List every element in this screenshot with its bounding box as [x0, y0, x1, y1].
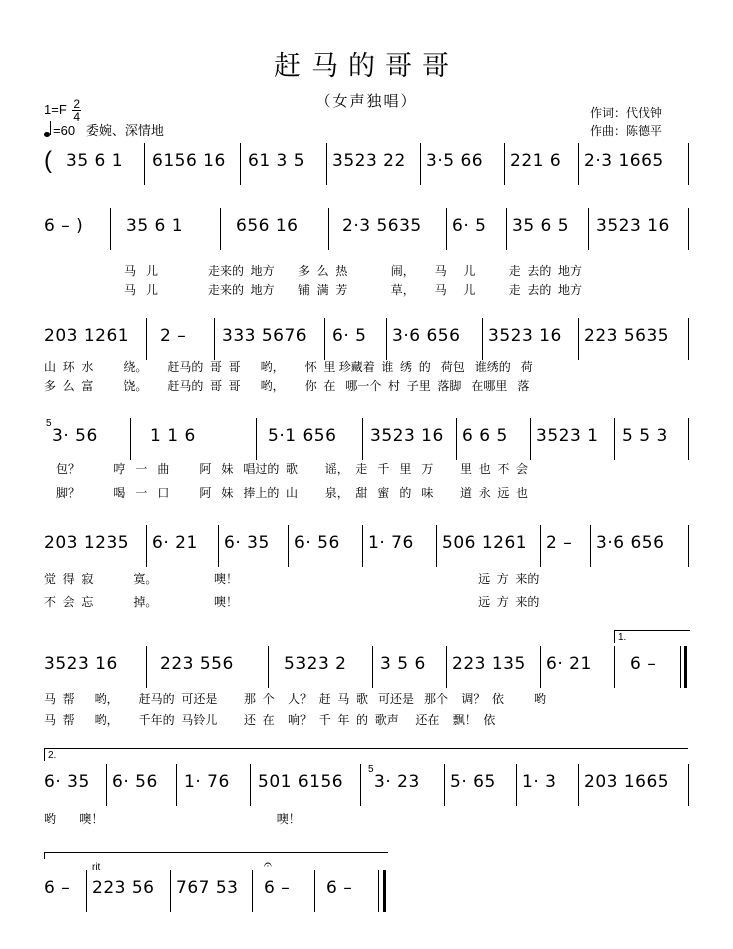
staff-row-1	[0, 143, 733, 187]
bar-line	[456, 418, 457, 460]
lyric-line: 马 帮 哟， 赶马的 可还是 那 个 人？ 赶 马 歌 可还是 那个 调？ 依 哟	[44, 692, 547, 706]
bar-line	[504, 143, 505, 185]
bar-line	[578, 318, 579, 360]
bar-line	[578, 143, 579, 185]
measure: 6 –	[630, 654, 657, 674]
bar-line	[250, 764, 251, 806]
bar-line	[146, 318, 147, 360]
measure: 6 6 5	[462, 426, 508, 446]
bar-line	[688, 418, 689, 460]
bar-line	[590, 525, 591, 567]
lyric-line: 不 会 忘 掉。 噢！ 远 方 来的	[44, 595, 540, 609]
measure: 61 3 5	[248, 151, 306, 171]
tempo-value: =60	[53, 123, 76, 138]
bar-line	[176, 764, 177, 806]
repeat-bar-thick	[684, 646, 687, 688]
lyric-line: 脚？ 喝 一 口 阿 妹 捧上的 山 泉， 甜 蜜 的 味 道 永 远 也	[56, 486, 529, 500]
bar-line	[540, 525, 541, 567]
measure: 3·6 656	[392, 326, 461, 346]
expression-mark: 委婉、深情地	[85, 123, 164, 138]
bar-line	[360, 764, 361, 806]
bar-line	[688, 764, 689, 806]
measure: 656 16	[236, 216, 299, 236]
song-subtitle: （女声独唱）	[315, 93, 418, 110]
measure: 203 1235	[44, 533, 130, 553]
song-title: 赶马的哥哥	[274, 51, 459, 81]
lyric-line: 多 么 富 饶。 赶马的 哥 哥 哟， 你 在 哪一个 村 子里 落脚 在哪里 落	[44, 379, 530, 393]
bar-line	[444, 764, 445, 806]
bar-line	[288, 525, 289, 567]
measure: 223 5635	[584, 326, 670, 346]
continuation-bracket	[44, 852, 388, 859]
measure: 2 –	[160, 326, 187, 346]
lyricist: 作词：代伐钟	[590, 106, 663, 120]
time-signature-denominator: 4	[73, 110, 81, 124]
bar-line	[446, 646, 447, 688]
bar-line	[588, 208, 589, 250]
measure: 5 5 3	[622, 426, 668, 446]
measure: 6 – )	[44, 216, 84, 236]
bar-line	[386, 318, 387, 360]
bar-line	[110, 208, 111, 250]
lyric-line: 觉 得 寂 寞。 噢！ 远 方 来的	[44, 572, 540, 586]
tempo-marking	[44, 120, 164, 139]
note-stem-icon	[50, 121, 51, 135]
measure: 2·3 5635	[342, 216, 422, 236]
lyric-line: 山 环 水 绕。 赶马的 哥 哥 哟， 怀 里 珍藏着 谁 绣 的 荷包 谁绣的 荷	[44, 360, 533, 374]
measure: 3523 16	[370, 426, 444, 446]
bar-line	[614, 646, 615, 688]
measure: 2 –	[546, 533, 573, 553]
volta-1: 1.	[614, 630, 690, 643]
measure: 3· 56	[52, 426, 98, 446]
measure: 1· 76	[184, 772, 230, 792]
bar-line	[688, 318, 689, 360]
measure: 1· 76	[368, 533, 414, 553]
measure: 223 56	[92, 878, 155, 898]
bar-line	[688, 525, 689, 567]
measure: 6 –	[44, 878, 71, 898]
measure: 6· 35	[224, 533, 270, 553]
bar-line	[314, 870, 315, 912]
measure: 6· 56	[112, 772, 158, 792]
lyric-line: 马 帮 哟， 千年的 马铃儿 还 在 响？ 千 年 的 歌声 还在 飘！ 依	[44, 713, 496, 727]
bar-line	[506, 208, 507, 250]
bar-line	[324, 318, 325, 360]
final-bar	[378, 870, 379, 912]
key-label: 1=F	[44, 101, 67, 117]
lyric-line: 包？ 哼 一 曲 阿 妹 唱过的 歌 谣， 走 千 里 万 里 也 不 会	[56, 462, 529, 476]
volta-2: 2.	[44, 748, 688, 761]
bar-line	[540, 646, 541, 688]
measure: 6· 5	[332, 326, 367, 346]
bar-line	[130, 418, 131, 460]
measure: 6· 56	[294, 533, 340, 553]
measure: 5323 2	[284, 654, 347, 674]
bar-line	[530, 418, 531, 460]
bar-line	[214, 318, 215, 360]
staff-row-8	[0, 870, 733, 914]
measure: 223 556	[160, 654, 234, 674]
bar-line	[256, 418, 257, 460]
lyric-line: 哟 噢！ 噢！	[44, 812, 301, 826]
bar-line	[328, 208, 329, 250]
bar-line	[220, 208, 221, 250]
bar-line	[218, 525, 219, 567]
bar-line	[688, 143, 689, 185]
measure: 3· 23	[374, 772, 420, 792]
open-paren: (	[44, 147, 52, 174]
staff-row-4	[0, 418, 733, 462]
staff-row-7	[0, 764, 733, 808]
measure: 501 6156	[258, 772, 344, 792]
staff-row-6	[0, 646, 733, 690]
measure: 1 1 6	[150, 426, 196, 446]
measure: 6· 35	[44, 772, 90, 792]
bar-line	[252, 870, 253, 912]
measure: 6 –	[264, 878, 291, 898]
measure: 333 5676	[222, 326, 308, 346]
measure: 6 –	[326, 878, 353, 898]
bar-line	[420, 143, 421, 185]
measure: 5· 65	[450, 772, 496, 792]
bar-line	[362, 525, 363, 567]
bar-line	[688, 208, 689, 250]
final-bar-thick	[383, 870, 386, 912]
fermata-icon: 𝄐	[264, 856, 272, 872]
bar-line	[362, 418, 363, 460]
bar-line	[170, 870, 171, 912]
measure: 35 6 1	[126, 216, 184, 236]
measure: 221 6	[510, 151, 562, 171]
measure: 3523 22	[332, 151, 406, 171]
time-signature-numerator: 2	[73, 97, 81, 111]
bar-line	[326, 143, 327, 185]
lyric-line: 马 儿 走来的 地方 多 么 热 闹， 马 儿 走 去的 地方	[124, 264, 583, 278]
bar-line	[106, 764, 107, 806]
measure: 3·6 656	[596, 533, 665, 553]
grace-note: 5	[368, 764, 374, 775]
measure: 2·3 1665	[584, 151, 664, 171]
bar-line	[146, 525, 147, 567]
ritardando-mark: rit	[92, 862, 101, 873]
measure: 3523 16	[596, 216, 670, 236]
measure: 35 6 1	[66, 151, 124, 171]
bar-line	[482, 318, 483, 360]
measure: 1· 3	[522, 772, 557, 792]
staff-row-5	[0, 525, 733, 569]
measure: 203 1261	[44, 326, 130, 346]
bar-line	[516, 764, 517, 806]
measure: 3523 1	[536, 426, 599, 446]
measure: 6· 21	[546, 654, 592, 674]
measure: 203 1665	[584, 772, 670, 792]
grace-note: 5	[46, 418, 52, 429]
bar-line	[614, 418, 615, 460]
bar-line	[372, 646, 373, 688]
measure: 3523 16	[44, 654, 118, 674]
bar-line	[436, 525, 437, 567]
measure: 767 53	[176, 878, 239, 898]
measure: 6· 21	[152, 533, 198, 553]
credits	[590, 104, 662, 140]
measure: 5·1 656	[268, 426, 337, 446]
measure: 3523 16	[488, 326, 562, 346]
bar-line	[446, 208, 447, 250]
repeat-bar	[680, 646, 681, 688]
bar-line	[578, 764, 579, 806]
bar-line	[240, 143, 241, 185]
bar-line	[86, 870, 87, 912]
staff-row-2	[0, 208, 733, 252]
measure: 3·5 66	[426, 151, 484, 171]
lyric-line: 马 儿 走来的 地方 铺 满 芳 草， 马 儿 走 去的 地方	[124, 283, 583, 297]
composer: 作曲：陈德平	[590, 124, 663, 138]
bar-line	[146, 646, 147, 688]
staff-row-3	[0, 318, 733, 362]
measure: 223 135	[452, 654, 526, 674]
measure: 35 6 5	[512, 216, 570, 236]
measure: 3 5 6	[380, 654, 426, 674]
measure: 6· 5	[452, 216, 487, 236]
measure: 6156 16	[152, 151, 226, 171]
bar-line	[144, 143, 145, 185]
bar-line	[268, 646, 269, 688]
measure: 506 1261	[442, 533, 528, 553]
